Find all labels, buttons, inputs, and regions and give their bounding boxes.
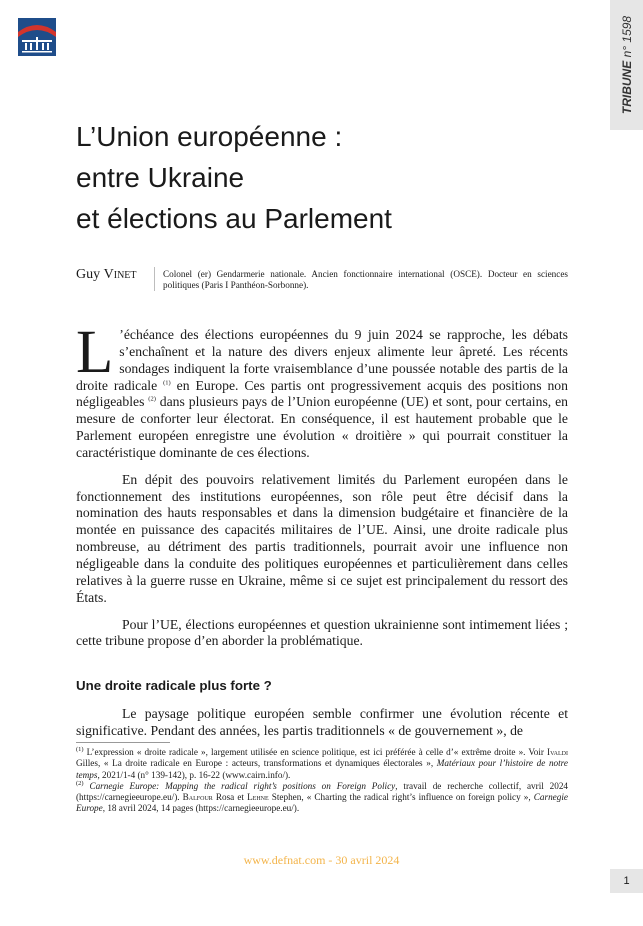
- paragraph-1: [76, 319, 568, 462]
- footnote-ref-1[interactable]: (1): [163, 378, 171, 386]
- footnote-2-author-2: Lehne: [247, 792, 269, 803]
- paragraph-1-text-b: en Europe. Ces partis ont progressivement acquis des positions non négligeables: [76, 377, 568, 410]
- footnote-ref-2[interactable]: (2): [148, 395, 156, 403]
- footnote-1-text-c: , 2021/1-4 (n° 139-142), p. 16-22 (www.cairn.info/).: [97, 769, 291, 780]
- author-bio: Colonel (er) Gendarmerie nationale. Ancien fonctionnaire international (OSCE). Docteur en sciences politiques (Paris I Panthéon-Sorbonne).: [163, 269, 568, 291]
- footnote-1-author: Ivaldi: [547, 747, 568, 757]
- paragraph-1-text-a: ’échéance des élections européennes du 9 juin 2024 se rapproche, les débats s’enchaînent et la nature des divers enjeux alimente leur âpreté. Les récents sondages indiquent la forte vraisemblance d’une poussée notable des partis de la droite radicale: [76, 327, 568, 393]
- footnote-1-journal: Matériaux pour l’histoire de notre temps: [76, 758, 568, 780]
- paragraph-4: Le paysage politique européen semble confirmer une évolution récente et significative. Pendant des années, les partis traditionnels « de gouvernement », de: [76, 706, 568, 738]
- title-line-2: entre Ukraine: [76, 162, 245, 193]
- footnote-2-text-c: Stephen, « Charting the radical right’s influence on foreign policy »,: [268, 792, 534, 803]
- defnat-emblem-icon: [18, 18, 56, 56]
- article-body: [76, 319, 568, 750]
- footnote-2: [76, 781, 568, 815]
- footnote-1: [76, 747, 568, 781]
- footnote-2-journal: Carnegie Europe: [76, 792, 568, 814]
- footnotes: [76, 747, 568, 815]
- paragraph-1-text-c: dans plusieurs pays de l’Union européenne (UE) et sont, pour certains, en mesure de conforter leur électorat. En conséquence, il est hautement probable que le Parlement européen enregistre une évolution « droitière » qui pourrait constituer la caractéristique dominante de ces élections.: [76, 394, 568, 460]
- footnote-1-mark: (1): [76, 745, 84, 753]
- page-number: 1: [610, 869, 643, 893]
- footnote-2-author-1: Balfour: [182, 792, 213, 803]
- section-heading: Une droite radicale plus forte ?: [76, 678, 272, 694]
- paragraph-3: Pour l’UE, élections européennes et question ukrainienne sont intimement liées ; cette tribune propose d’en aborder la problématique.: [76, 616, 568, 649]
- footnote-2-text-a: , travail de recherche collectif, avril 2024 (https://carnegieeurope.eu/).: [76, 780, 569, 803]
- footnote-2-text-b: Rosa et: [212, 792, 248, 803]
- tribune-label: TRIBUNE: [619, 60, 634, 115]
- author-divider: [154, 267, 155, 291]
- footnote-2-title: Carnegie Europe: Mapping the radical right’s positions on Foreign Policy: [89, 780, 396, 791]
- tribune-number-tab: [610, 0, 643, 130]
- footnote-2-text-d: , 18 avril 2024, 14 pages (https://carnegieeurope.eu/).: [102, 803, 300, 814]
- title-line-3: et élections au Parlement: [76, 203, 392, 234]
- paragraph-2: En dépit des pouvoirs relativement limités du Parlement européen dans le fonctionnement des institutions européennes, son rôle peut être décisif dans la nomination des hauts responsables et dans la dimension budgétaire et financière de la montée en puissance des capacités militaires de l’UE. Ainsi, une droite radicale plus nombreuse, au détriment des partis traditionnels, pourrait avoir une influence non négligeable dans la conduite des politiques européennes et particulièrement dans celles relatives à la guerre russe en Ukraine, même si ce sujet est principalement du ressort des États.: [76, 471, 568, 605]
- footer-url-date[interactable]: www.defnat.com - 30 avril 2024: [243, 853, 400, 867]
- footnote-1-text-a: L’expression « droite radicale », largement utilisée en science politique, est ici préférée à celle d’« extrême droite ». Voir: [83, 747, 548, 757]
- author-last-name: Vinet: [103, 267, 137, 282]
- drop-cap: L: [76, 319, 114, 386]
- title-line-1: L’Union européenne :: [76, 121, 343, 152]
- footnote-divider: [76, 742, 170, 743]
- footnote-1-text-b: Gilles, « La droite radicale en Europe : acteurs, transformations et dynamiques électorales »,: [76, 758, 437, 769]
- tribune-number: n° 1598: [619, 15, 634, 58]
- footnote-2-mark: (2): [76, 779, 84, 787]
- page-title: [76, 116, 392, 239]
- author-name: [76, 267, 137, 283]
- author-first-name: Guy: [76, 267, 101, 282]
